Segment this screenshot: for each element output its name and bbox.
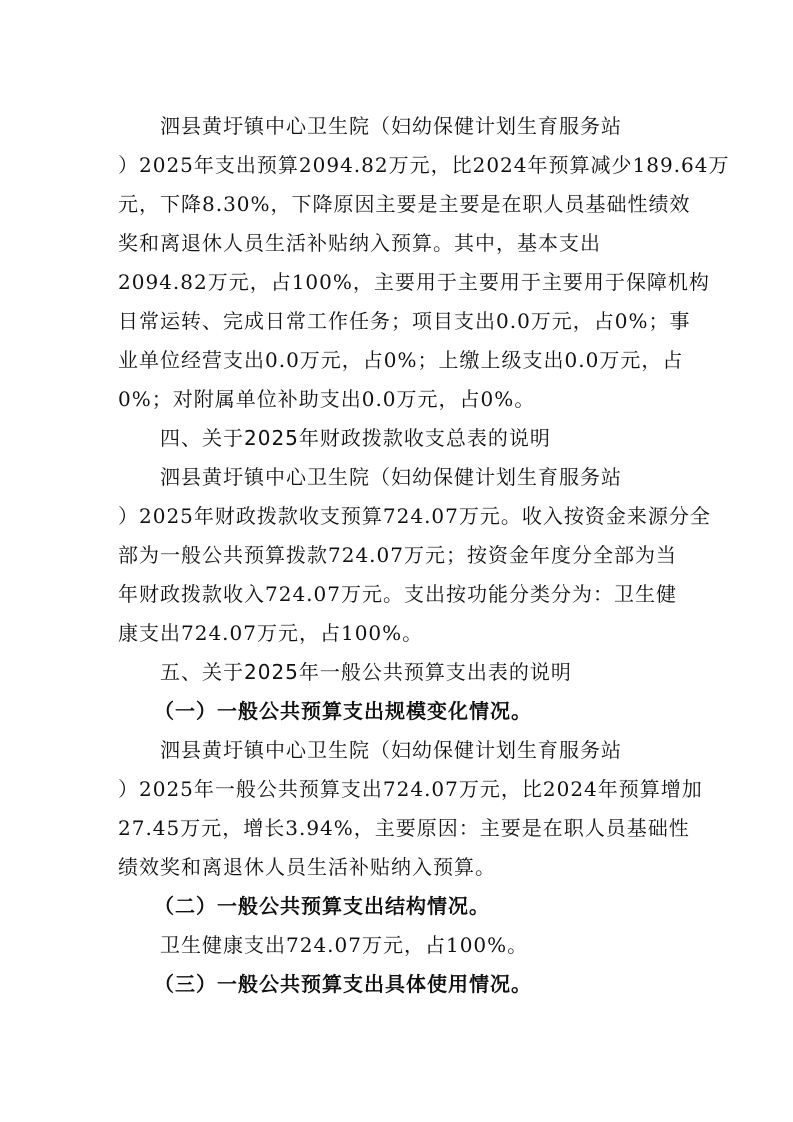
text-line: 泗县黄圩镇中心卫生院（妇幼保健计划生育服务站 (160, 114, 622, 138)
text-line: ）2025年一般公共预算支出724.07万元，比2024年预算增加 (118, 777, 703, 801)
section-heading-5: 五、关于2025年一般公共预算支出表的说明 (160, 660, 572, 684)
subheading-structure: （二）一般公共预算支出结构情况。 (154, 894, 490, 918)
text-line: 年财政拨款收入724.07万元。支出按功能分类分为：卫生健 (118, 582, 677, 606)
paragraph-fiscal-appropriation (118, 458, 711, 653)
text-line: 业单位经营支出0.0万元，占0%；上缴上级支出0.0万元，占 (118, 348, 684, 372)
text-line: ）2025年财政拨款收支预算724.07万元。收入按资金来源分全 (118, 504, 711, 528)
text-line: 泗县黄圩镇中心卫生院（妇幼保健计划生育服务站 (160, 738, 622, 762)
paragraph-expenditure-budget (118, 107, 730, 419)
text-line: 绩效奖和离退休人员生活补贴纳入预算。 (118, 855, 496, 879)
text-line: 日常运转、完成日常工作任务；项目支出0.0万元，占0%；事 (118, 309, 691, 333)
paragraph-health-expenditure (118, 926, 678, 965)
text-line: 元，下降8.30%，下降原因主要是主要是在职人员基础性绩效 (118, 192, 691, 216)
paragraph-general-budget (118, 731, 703, 887)
text-line: 2094.82万元，占100%，主要用于主要用于主要用于保障机构 (118, 270, 710, 294)
section-heading-4: 四、关于2025年财政拨款收支总表的说明 (160, 426, 551, 450)
text-line: ）2025年支出预算2094.82万元，比2024年预算减少189.64万 (118, 153, 730, 177)
text-line: 27.45万元，增长3.94%，主要原因：主要是在职人员基础性 (118, 816, 690, 840)
text-line: 奖和离退休人员生活补贴纳入预算。其中，基本支出 (118, 231, 601, 255)
subheading-specific-use: （三）一般公共预算支出具体使用情况。 (154, 972, 532, 996)
subheading-scale-change: （一）一般公共预算支出规模变化情况。 (154, 699, 532, 723)
text-line: 部为一般公共预算拨款724.07万元；按资金年度分全部为当 (118, 543, 677, 567)
text-line: 泗县黄圩镇中心卫生院（妇幼保健计划生育服务站 (160, 465, 622, 489)
document-body (118, 107, 730, 1004)
text-line: 康支出724.07万元，占100%。 (118, 621, 424, 645)
text-line: 卫生健康支出724.07万元，占100%。 (160, 933, 529, 957)
text-line: 0%；对附属单位补助支出0.0万元，占0%。 (118, 387, 536, 411)
